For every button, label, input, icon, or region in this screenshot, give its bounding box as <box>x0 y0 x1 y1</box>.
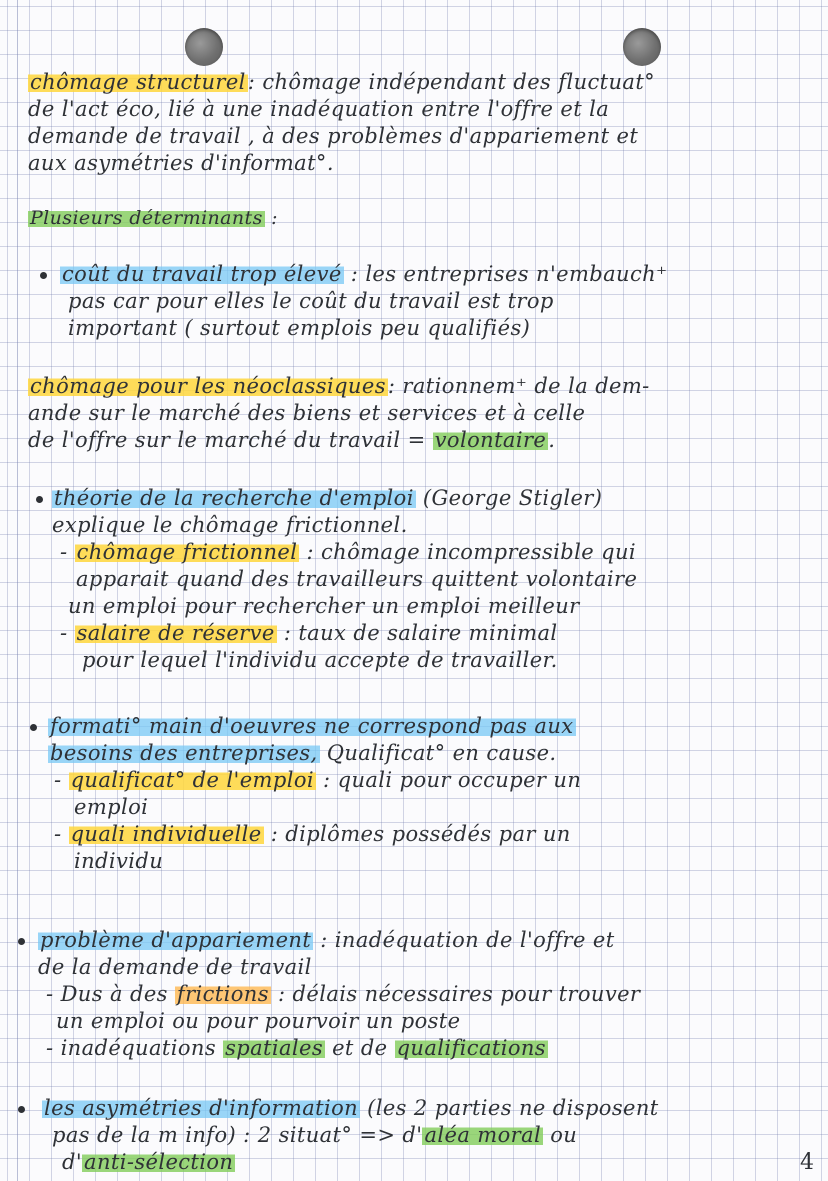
term-qualifications: qualifications <box>396 1036 546 1060</box>
page-number: 4 <box>800 1150 814 1175</box>
note-line-23: - quali individuelle : diplômes possédés par un <box>54 822 571 846</box>
note-line-31: pas de la m info) : 2 situat° => d'aléa moral ou <box>52 1123 578 1147</box>
note-line-27: - Dus à des frictions : délais nécessaires pour trouver <box>46 982 641 1006</box>
note-line-3: demande de travail , à des problèmes d'appariement et <box>28 124 639 148</box>
note-line-32: d'anti-sélection <box>62 1150 234 1174</box>
note-line-21: - qualificat° de l'emploi : quali pour occuper un <box>54 768 582 792</box>
note-line-19 <box>48 712 576 740</box>
note-line-29: - inadéquations spatiales et de qualifications <box>46 1036 546 1060</box>
term-spatiales: spatiales <box>225 1036 324 1060</box>
note-line-28: un emploi ou pour pourvoir un poste <box>56 1009 461 1033</box>
note-line-9: chômage pour les néoclassiques: rationnem⁺ de la dem- <box>30 374 650 398</box>
term-plusieurs-determinants: Plusieurs déterminants <box>30 207 263 229</box>
bullet-dot <box>36 496 43 503</box>
note-line-10: ande sur le marché des biens et services et à celle <box>28 401 586 425</box>
note-line-2: de l'act éco, lié à une inadéquation entre l'offre et la <box>28 97 610 121</box>
term-frictions: frictions <box>176 982 269 1006</box>
term-quali-individuelle: quali individuelle <box>70 822 262 846</box>
note-line-30: les asymétries d'information (les 2 parties ne disposent <box>44 1096 659 1120</box>
term-anti-selection: anti-sélection <box>84 1150 234 1174</box>
note-line-6: coût du travail trop élevé : les entreprises n'embauch⁺ <box>62 262 668 286</box>
term-probleme-appariement: problème d'appariement <box>40 928 312 952</box>
note-line-22: emploi <box>74 795 149 819</box>
term-alea-moral: aléa moral <box>424 1123 542 1147</box>
bullet-dot <box>30 724 37 731</box>
term-salaire-de-reserve: salaire de réserve <box>76 621 275 645</box>
note-line-16: un emploi pour rechercher un emploi meilleur <box>68 594 580 618</box>
note-line-4: aux asymétries d'informat°. <box>28 151 334 175</box>
bullet-dot <box>40 272 47 279</box>
term-qualification-emploi: qualificat° de l'emploi <box>70 768 314 792</box>
note-line-5: Plusieurs déterminants : <box>30 207 278 229</box>
note-line-7: pas car pour elles le coût du travail est trop <box>68 289 554 313</box>
note-line-26: de la demande de travail <box>38 955 312 979</box>
note-line-18: pour lequel l'individu accepte de travailler. <box>82 648 558 672</box>
term-chomage-structurel: chômage structurel <box>30 70 246 94</box>
punch-hole-right <box>623 28 661 66</box>
punch-hole-left <box>185 28 223 66</box>
note-line-13: explique le chômage frictionnel. <box>52 513 408 537</box>
term-chomage-frictionnel: chômage frictionnel <box>76 540 298 564</box>
term-cout-du-travail: coût du travail trop élevé <box>62 262 342 286</box>
bullet-dot <box>18 938 25 945</box>
note-line-24: individu <box>74 849 164 873</box>
term-volontaire: volontaire <box>434 428 547 452</box>
term-chomage-neoclassiques: chômage pour les néoclassiques <box>30 374 386 398</box>
bullet-dot <box>18 1106 25 1113</box>
note-line-11: de l'offre sur le marché du travail = volontaire. <box>28 428 556 452</box>
note-line-1: chômage structurel: chômage indépendant des fluctuat° <box>30 70 656 94</box>
term-formation-main-oeuvre: formati° main d'oeuvres ne correspond pas aux <box>50 714 574 738</box>
note-line-17: - salaire de réserve : taux de salaire minimal <box>60 621 558 645</box>
note-line-20: besoins des entreprises, Qualificat° en cause. <box>50 741 557 765</box>
note-line-25: problème d'appariement : inadéquation de l'offre et <box>40 928 615 952</box>
page-margin-line <box>17 0 18 1181</box>
note-line-15: apparait quand des travailleurs quittent volontaire <box>76 567 638 591</box>
note-line-14: - chômage frictionnel : chômage incompressible qui <box>60 540 636 564</box>
term-asymetries-information: les asymétries d'information <box>44 1096 359 1120</box>
note-line-12: théorie de la recherche d'emploi (George Stigler) <box>54 486 603 510</box>
term-theorie-recherche-emploi: théorie de la recherche d'emploi <box>54 486 414 510</box>
note-line-8: important ( surtout emplois peu qualifiés) <box>68 316 531 340</box>
